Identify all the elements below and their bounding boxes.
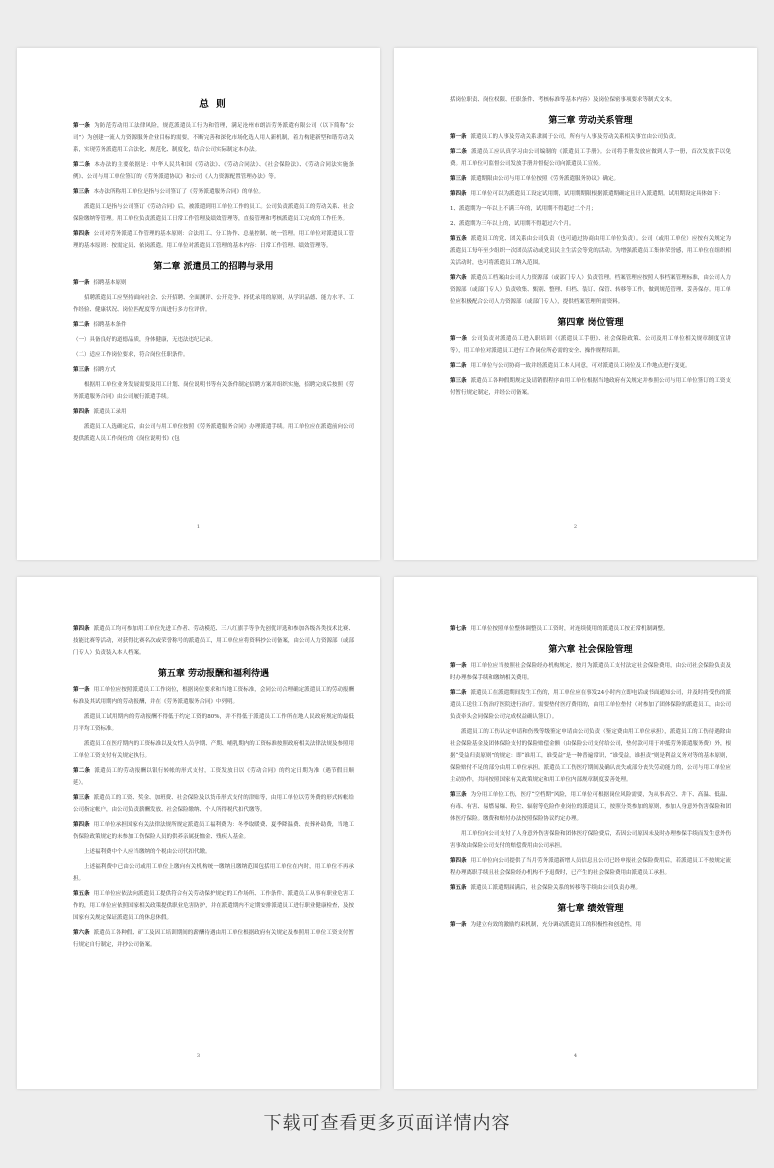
- paragraph: [450, 233, 731, 269]
- paragraph-text: 派遣员工的工资、奖金、加班费、社会保险及以货币形式支付的津贴等，由用工单位以劳务费的形式转帐给公司指定帐户，由公司负责薪酬发放、社会保险缴纳、个人所得税代扣代缴等。: [73, 795, 354, 813]
- article-number: 第三条: [73, 189, 90, 195]
- paragraph: [450, 375, 731, 399]
- paragraph-text: 派遣员工在医疗期内的工资标准以及女性人员孕期、产期、哺乳期内的工资标准按照政府相关法律法规及参照用工单位工资支付有关规定执行。: [73, 741, 354, 759]
- article-number: 第一条: [73, 280, 90, 286]
- paragraph-text: 用工单位应按照派遣员工工作岗位，根据岗位要求和当地工资标准，会同公司合理确定派遣员工的劳动报酬标准及其试用期内的劳动报酬，并在《劳务派遣服务合同》中列明。: [73, 687, 354, 705]
- article-number: 第二条: [450, 363, 467, 369]
- article-number: 第七条: [450, 626, 467, 632]
- article-number: 第四条: [73, 231, 90, 237]
- article-number: 第四条: [73, 409, 90, 415]
- paragraph-text: 招聘基本原则: [93, 280, 127, 286]
- paragraph-text: 招聘基本条件: [93, 322, 127, 328]
- page-body: [450, 623, 731, 934]
- paragraph-text: 派遣员工的劳动报酬以银行转帐的形式支付，工资发放日以《劳动合同》的约定日期为准（遇节假日顺延）。: [73, 768, 354, 786]
- paragraph: [73, 421, 354, 445]
- document-page-2: [394, 48, 757, 560]
- paragraph-text: 括岗位职责、岗位权限、任职条件、考核标准等基本内容）及岗位保密事项要求等制式文本。: [450, 97, 676, 103]
- paragraph: [73, 623, 354, 659]
- article-number: 第三条: [450, 176, 467, 182]
- paragraph-text: 派遣员工录用: [93, 409, 127, 415]
- article-number: 第一条: [73, 123, 91, 129]
- paragraph-text: 派遣员工在派遣期间发生工伤的，用工单位应在事发24小时内立即电话或书面通知公司，并及时将受伤的派遣员工送往工伤治疗医院进行治疗。需要垫付医疗费用的，由用工单位垫付（对参加了团体保险的派遣员工，由公司负责牵头会同保险公司完成权益确认签订）。: [450, 690, 731, 720]
- paragraph: [73, 927, 354, 951]
- article-number: 第一条: [450, 336, 468, 342]
- chapter-heading: 第七章 绩效管理: [557, 904, 624, 914]
- article-number: 第三条: [73, 367, 90, 373]
- document-title: 总 则: [199, 99, 228, 110]
- paragraph-text: 公司负责对派遣员工进入职培训（《派遣员工手册》、社会保险政策、公司及用工单位相关规章制度宣讲等），用工单位对派遣员工进行工作岗位所必需的安全、操作规程培训。: [450, 336, 731, 354]
- paragraph: [73, 792, 354, 816]
- paragraph-text: 派遣员工均可参加用工单位先进工作者、劳动模范、三八红旗手等争先创优评选和参加各级各类技术比赛、技能比赛等活动，对获得比赛名次或荣誉称号的派遣员工，用工单位应将资料抄公司备案，由公司人力资源部（或部门专人）负责装入本人档案。: [73, 626, 354, 656]
- article-number: 第二条: [450, 690, 467, 696]
- paragraph-text: 用工单位向公司支付了人身意外伤害保险和团体医疗保险费后，若因公司原因未及时办理参保手续而发生意外伤害事故由保险公司支付的赔偿费用由公司承担。: [450, 831, 731, 849]
- paragraph-text: 1、派遣期为一年以上不满三年的，试用期不得超过二个月；: [450, 206, 597, 212]
- article-number: 第三条: [450, 792, 467, 798]
- paragraph: [73, 159, 354, 183]
- article-number: 第五条: [450, 236, 467, 242]
- document-page-3: [17, 577, 380, 1089]
- article-number: 第一条: [450, 663, 467, 669]
- paragraph-text: 为防范劳动用工法律风险，规范派遣员工行为和管理，满足沧州市朗洁劳务派遣有限公司（以下简称“公司”）为创建一流人力资源服务企业目标的需要，不断完善和深化市场化选人用人新机制，着力构建新型和谐劳动关系，实现劳务派遣用工合法化、规范化、制度化，结合公司实际制定本办法。: [73, 123, 354, 153]
- article-number: 第三条: [73, 795, 90, 801]
- page-body: [450, 94, 731, 402]
- paragraph: [450, 218, 731, 230]
- paragraph-text: 本办法所称用工单位是指与公司签订了《劳务派遣服务合同》的单位。: [93, 189, 265, 195]
- paragraph: [450, 173, 731, 185]
- paragraph-text: 根据用工单位业务发展需要及用工计划、岗位说明书等有关条件制定招聘方案并组织实施，招聘完成后按照《劳务派遣服务合同》由公司履行派遣手续。: [73, 382, 354, 400]
- article-number: 第六条: [73, 930, 90, 936]
- paragraph-text: 上述福利费中已由公司或用工单位上缴向有关机构统一缴纳且缴纳范围包括用工单位在内时，用工单位不再承担。: [73, 864, 354, 882]
- article-number: 第四条: [73, 626, 90, 632]
- article-number: 第四条: [73, 822, 90, 828]
- paragraph-text: 派遣员工各种假期规定及请销假程序由用工单位根据当地政府有关规定并参照公司与用工单位签订的工资支付暂行规定制定，并经公司备案。: [450, 378, 731, 396]
- paragraph-text: 派遣期限由公司与用工单位按照《劳务派遣服务协议》确定。: [470, 176, 620, 182]
- paragraph-text: 派遣员工的党、团关系由公司负责（也可通过协商由用工单位负责）。公司（或用工单位）应按有关规定为派遣员工每年至少组织一次团员活动或党员民主生活会等党的活动。为增强派遣员工集体荣誉感，用工单位在组织相关活动时，也可将派遣员工纳入范围。: [450, 236, 731, 266]
- paragraph: [73, 186, 354, 198]
- article-number: 第二条: [73, 162, 91, 168]
- paragraph-text: 派遣员工应认真学习由公司编制的《派遣员工手册》。公司将手册发放应做到人手一册，首次发放手以免费。用工单位可监督公司发放手册并督促公司向派遣员工宣传。: [450, 149, 731, 167]
- paragraph-text: 招聘派遣员工应坚持面向社会、公开招聘、全面测评、公开竞争、择优录用的原则，从学识品德、能力水平、工作经验、健康状况、岗位匹配度等方面进行多方位评价。: [73, 295, 354, 313]
- article-number: 第二条: [450, 149, 468, 155]
- paragraph: [450, 188, 731, 200]
- chapter-heading: 第六章 社会保险管理: [548, 645, 633, 655]
- paragraph: [73, 120, 354, 156]
- paragraph-text: 用工单位与公司协商一致并经派遣员工本人同意，可对派遣员工岗位及工作地点进行变更。: [470, 363, 691, 369]
- paragraph: [73, 846, 354, 858]
- article-number: 第一条: [73, 687, 90, 693]
- chapter-heading: 第三章 劳动关系管理: [548, 116, 633, 126]
- paragraph: [73, 334, 354, 346]
- paragraph: [450, 203, 731, 215]
- paragraph: [73, 319, 354, 331]
- paragraph-text: 为建立有效的激励约束机制，充分调动派遣员工的积极性和创造性，用: [470, 922, 642, 928]
- article-number: 第一条: [450, 134, 467, 140]
- paragraph: [450, 882, 731, 894]
- paragraph: [450, 660, 731, 684]
- paragraph-text: 用工单位承担国家有关法律法规所规定派遣员工福利费为：冬季取暖费、夏季降温费、丧葬补助费，当地工伤保险政策规定的未参加工伤保险人员的供养亲属抚恤金、残疾人基金。: [73, 822, 354, 840]
- paragraph: [73, 738, 354, 762]
- paragraph: [73, 201, 354, 225]
- paragraph: [73, 349, 354, 361]
- chapter-heading: 第四章 岗位管理: [557, 318, 624, 328]
- paragraph-text: 本办法的主要依据是：中华人民共和国《劳动法》、《劳动合同法》、《社会保险法》、《劳动合同法实施条例》、公司与用工单位签订的《劳务派遣协议》和公司《人力资源配置管理办法》等。: [73, 162, 354, 180]
- paragraph-text: 派遣员工试用期内的劳动报酬不得低于约定工资的80%，并不得低于派遣员工工作所在地人民政府规定的最低月平均工资标准。: [73, 714, 354, 732]
- paragraph-text: 派遣员工派遣期届满后，社会保险关系的转移等手续由公司负责办理。: [470, 885, 642, 891]
- page-number: 2: [573, 524, 578, 530]
- paragraph: [73, 888, 354, 924]
- paragraph: [73, 861, 354, 885]
- paragraph-text: 派遣员工的人事及劳动关系隶属于公司，所有与人事及劳动关系相关事宜由公司负责。: [470, 134, 680, 140]
- paragraph: [73, 765, 354, 789]
- paragraph: [73, 406, 354, 418]
- paragraph-text: 用工单位应依法向派遣员工提供符合有关劳动保护规定的工作场所、工作条件、派遣员工从事有职业危害工作的，用工单位应依照国家相关政策提供职业危害防护，并在派遣期内不定期安排派遣员工进行职业健康检查，及按国家有关规定保证派遣员工的休息休假。: [73, 891, 354, 921]
- paragraph-text: 为分用工单位工伤，医疗“空档期”风险，用工单位可根据岗位风险需要，为从事高空、井下、高温、低温、有毒、有害、易燃易爆、粉尘、辐射等危险作业岗位的派遣员工，按照分类参加的原则，参加人身意外伤害保险和团体医疗保险。缴费和赔付办法按照保险协议约定办理。: [450, 792, 731, 822]
- page-body: [73, 623, 354, 954]
- paragraph: [450, 726, 731, 786]
- paragraph: [450, 131, 731, 143]
- paragraph: [73, 364, 354, 376]
- page-body: [73, 90, 354, 448]
- paragraph-text: 派遣员工档案由公司人力资源部（或部门专人）负责管理。档案管理应按照人事档案管理标准，由公司人力资源部（或部门专人）负责收集、甄别、整理、归档、装订、保管、转移等工作，做到规范管理、妥善保存。用工单位应积极配合公司人力资源部（或部门专人），提供档案管理所需资料。: [450, 275, 731, 305]
- paragraph: [73, 292, 354, 316]
- paragraph: [450, 272, 731, 308]
- chapter-heading: 第二章 派遣员工的招聘与录用: [153, 262, 274, 272]
- paragraph-text: 派遣员工的工伤认定申请和伤残等级鉴定申请由公司负责（鉴定费由用工单位承担），派遣员工的工伤待遇除由社会保险基金及团体保险支付的保险赔偿金额（由保险公司支付给公司，垫付款可用于冲抵劳务派遣服务费）外，根据“受益归责原则”的规定：即“谁用工，谁受益”是一种普遍常识，“谁受益，谁担责”则是利益义务对等的基本原则，保险赔付不足的部分由用工单位承担。派遣员工工伤医疗期间及确认丧失或部分丧失劳动能力的，公司与用工单位应主动协作，共同按照国家有关政策规定和用工单位内部规章制度妥善处理。: [450, 729, 731, 783]
- paragraph: [450, 828, 731, 852]
- article-number: 第二条: [73, 322, 90, 328]
- paragraph-text: 2、派遣期为三年以上的，试用期不得超过六个月。: [450, 221, 575, 227]
- paragraph-text: 用工单位向公司提供了当月劳务派遣新增人员信息且公司已经申报社会保险费用后，若派遣员工不按规定流程办理离职手续且社会保险经办机构不予退费时，已产生的社会保险费用由派遣员工承担。: [450, 858, 731, 876]
- paragraph-text: （二）适应工作岗位要求，符合岗位任职条件。: [73, 352, 189, 358]
- page-number: 3: [196, 1053, 201, 1059]
- page-number: 1: [196, 524, 201, 530]
- article-number: 第五条: [450, 885, 467, 891]
- paragraph: [450, 146, 731, 170]
- paragraph-text: 用工单位应当按照社会保险经办机构规定，按月为派遣员工支付法定社会保险费用，由公司社会保险负责及时办理参保手续和缴纳相关费用。: [450, 663, 731, 681]
- paragraph: [450, 333, 731, 357]
- paragraph: [450, 623, 731, 635]
- article-number: 第一条: [450, 922, 467, 928]
- paragraph-text: （一）具备良好的道德品质，身体健康，无违法违纪记录。: [73, 337, 217, 343]
- download-more-link[interactable]: 下载可查看更多页面详情内容: [263, 1113, 511, 1134]
- paragraph-text: 上述福利费中个人应当缴纳的个税由公司代扣代缴。: [84, 849, 211, 855]
- paragraph: [450, 687, 731, 723]
- document-page-1: [17, 48, 380, 560]
- page-number: 4: [573, 1053, 578, 1059]
- paragraph: [73, 228, 354, 252]
- paragraph: [450, 789, 731, 825]
- article-number: 第五条: [73, 891, 90, 897]
- article-number: 第四条: [450, 858, 467, 864]
- paragraph-text: 公司对劳务派遣工作管理的基本原则：合法用工、分工协作、总量控制、统一管理。用工单位对派遣员工管理的基本原则：按需定员、依岗派遣。用工单位对派遣员工管理的基本内容：日常工作管理、绩效管理等。: [73, 231, 354, 249]
- document-page-4: [394, 577, 757, 1089]
- paragraph: [73, 277, 354, 289]
- paragraph-text: 派遣员工各种假、矿工及因工培训期间的薪酬待遇由用工单位根据政府有关规定及参照用工单位工资支付暂行规定自行制定，并抄公司备案。: [73, 930, 354, 948]
- paragraph-text: 派遣员工是指与公司签订《劳动合同》后，被派遣到用工单位工作的员工。公司负责派遣员工的劳动关系、社会保险缴纳等管理。用工单位负责派遣员工日常工作管理及绩效管理等，直接管理和考核派遣员工完成的工作任务。: [73, 204, 354, 222]
- paragraph: [73, 711, 354, 735]
- paragraph: [450, 855, 731, 879]
- paragraph: [450, 360, 731, 372]
- paragraph: [73, 379, 354, 403]
- paragraph: [73, 819, 354, 843]
- paragraph: [73, 684, 354, 708]
- chapter-heading: 第五章 劳动报酬和福利待遇: [157, 669, 270, 679]
- article-number: 第六条: [450, 275, 467, 281]
- paragraph: [450, 94, 731, 106]
- paragraph-text: 用工单位可以为派遣员工设定试用期，试用期期限根据派遣期确定且计入派遣期。试用期设定具体如下：: [470, 191, 724, 197]
- paragraph-text: 用工单位按照单位整体调整员工工资时，对连续使用的派遣员工按正常机制调整。: [470, 626, 669, 632]
- paragraph: [450, 919, 731, 931]
- article-number: 第三条: [450, 378, 467, 384]
- paragraph-text: 派遣员工人选确定后，由公司与用工单位按照《劳务派遣服务合同》办理派遣手续。用工单位应在派遣前向公司提供派遣人员工作岗位的《岗位说明书》(包: [73, 424, 354, 442]
- paragraph-text: 招聘方式: [93, 367, 116, 373]
- article-number: 第二条: [73, 768, 91, 774]
- article-number: 第四条: [450, 191, 467, 197]
